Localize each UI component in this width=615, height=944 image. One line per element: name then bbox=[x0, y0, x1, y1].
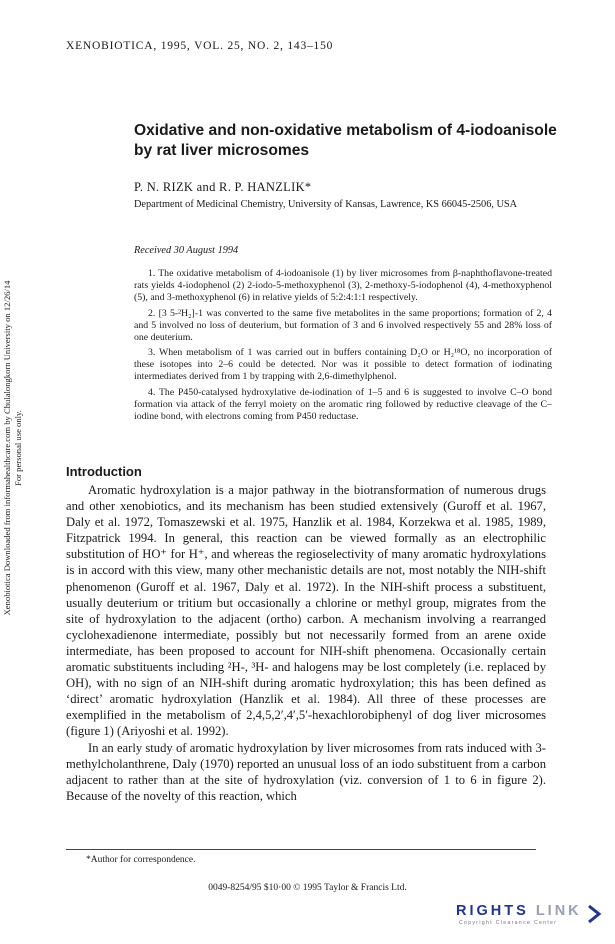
correspondence-footnote: *Author for correspondence. bbox=[86, 855, 196, 865]
affiliation: Department of Medicinal Chemistry, University of Kansas, Lawrence, KS 66045-2506, USA bbox=[134, 199, 518, 210]
download-watermark bbox=[2, 258, 32, 638]
rightslink-wordmark bbox=[456, 903, 606, 919]
section-heading-introduction: Introduction bbox=[66, 464, 142, 479]
rightslink-logo[interactable] bbox=[456, 903, 606, 937]
abstract-point-4: 4. The P450-catalysed hydroxylative de-iodination of 1–5 and 6 is suggested to involve C–O bond formation via attack of the ferryl moiety on the aromatic ring followed by reductive cleavage of the C–iodine bond, with electrons coming from P450 reductase. bbox=[134, 387, 552, 422]
download-notice: Xenobiotica Downloaded from informahealthcare.com by Chulalongkorn University on 12/26/14 bbox=[2, 280, 12, 616]
copyright-footer: 0049-8254/95 $10·00 © 1995 Taylor & Francis Ltd. bbox=[208, 883, 407, 893]
rightslink-word-link: LINK bbox=[535, 903, 582, 919]
personal-use-notice: For personal use only. bbox=[13, 410, 23, 486]
abstract bbox=[134, 268, 552, 427]
rightslink-tagline: Copyright Clearance Center bbox=[459, 920, 558, 926]
received-date: Received 30 August 1994 bbox=[134, 245, 239, 256]
abstract-point-2: 2. [3 5-²H₂]-1 was converted to the same five metabolites in the same proportions; formation of 2, 4 and 5 involved no loss of deuterium, but formation of 3 and 6 involved respectively 55 and 28% loss of one deuterium. bbox=[134, 307, 552, 343]
footnote-divider bbox=[66, 849, 536, 850]
abstract-point-3: 3. When metabolism of 1 was carried out in buffers containing D₂O or H₂¹⁸O, no incorporation of these isotopes into 2–6 could be detected. Nor was it possible to detect formation of iodinating intermediates derived from 1 by trapping with 2,6-dimethylphenol. bbox=[134, 347, 552, 383]
running-head: XENOBIOTICA, 1995, VOL. 25, NO. 2, 143–150 bbox=[66, 40, 334, 52]
rightslink-word-main: RIGHTS bbox=[456, 903, 529, 919]
article-title: Oxidative and non-oxidative metabolism of 4-iodoanisole by rat liver microsomes bbox=[134, 122, 557, 159]
introduction-paragraph-1: Aromatic hydroxylation is a major pathway in the biotransformation of numerous drugs and other xenobiotics, and its mechanism has been studied extensively (Guroff et al. 1967, Daly et al. 1972, Tomaszewski et al. 1975, Hanzlik et al. 1984, Korzekwa et al. 1985, 1989, Fitzpatrick 1994. In general, this reaction can be viewed formally as an electrophilic substitution of HO⁺ for H⁺, and whereas the regioselectivity of many aromatic hydroxylations is in accord with this view, many other mechanistic details are not, most notably the NIH-shift phenomenon (Guroff et al. 1967, Daly et al. 1972). In the NIH-shift process a substituent, usually deuterium or tritium but occasionally a chlorine or methyl group, migrates from the site of hydroxylation to the adjacent (ortho) carbon. A mechanism involving a rearranged cyclohexadienone intermediate, possibly but not necessarily formed from an arene oxide intermediate, has been proposed to account for NIH-shift phenomena. Occasionally certain aromatic substituents including ²H-, ³H- and halogens may be lost completely (i.e. replaced by OH), with no sign of an NIH-shift during aromatic hydroxylation; this has been defined as ‘direct’ aromatic hydroxylation (Hanzlik et al. 1984). All three of these processes are exemplified in the metabolism of 2,4,5,2′,4′,5′-hexachlorobiphenyl of dog liver microsomes (figure 1) (Ariyoshi et al. 1992). bbox=[66, 483, 546, 739]
author-list: P. N. RIZK and R. P. HANZLIK* bbox=[134, 180, 312, 194]
chevron-right-icon bbox=[586, 903, 604, 925]
introduction-paragraph-2: In an early study of aromatic hydroxylation by liver microsomes from rats induced with 3-methylcholanthrene, Daly (1970) reported an unusual loss of an iodo substituent from a carbon adjacent to rather than at the site of hydroxylation (viz. conversion of 1 to 6 in figure 2). Because of the novelty of this reaction, which bbox=[66, 740, 546, 803]
abstract-point-1: 1. The oxidative metabolism of 4-iodoanisole (1) by liver microsomes from β-naphthoflavone-treated rats yields 4-iodophenol (2) 2-iodo-5-methoxyphenol (3), 2-methoxy-5-iodophenol (4), 4-methoxyphenol (5), and 3-methoxyphenol (6) in relative yields of 5:2:4:1:1 respectively. bbox=[134, 268, 552, 303]
introduction-body bbox=[66, 482, 546, 804]
